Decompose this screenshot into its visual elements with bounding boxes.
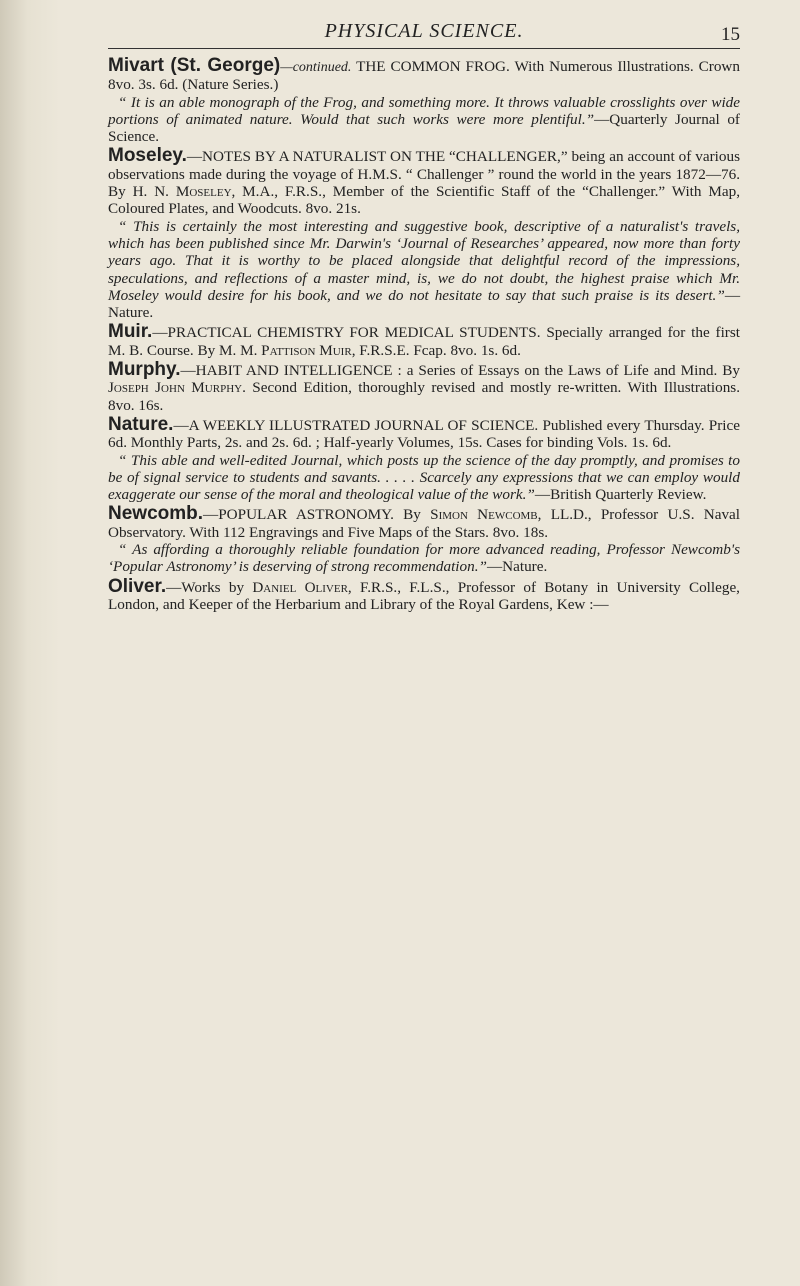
running-head: PHYSICAL SCIENCE. bbox=[324, 20, 524, 42]
entry-body: THE COMMON FROG. With Numerous Illustrations. Crown 8vo. 3s. 6d. (Nature Series.) bbox=[108, 58, 740, 94]
entry-author-name: M. M. Pattison Muir bbox=[218, 341, 352, 359]
entry-body-post: , F.R.S., F.L.S., Professor of Botany in University College, London, and Keeper of the Herbarium and Library of the Royal Gardens, Kew :— bbox=[108, 578, 740, 613]
entry-body-post: , LL.D., Professor U.S. Naval Observatory. With 112 Engravings and Five Maps of the Stars. 8vo. 18s. bbox=[108, 506, 741, 541]
entry-author: Murphy. bbox=[108, 359, 181, 381]
entry-review bbox=[108, 452, 740, 504]
entry-review bbox=[108, 218, 740, 322]
review-quote: “ This able and well-edited Journal, which posts up the science of the day promptly, and promises to be of signal service to students and savants. . . . . Scarcely any expressions that we can employ would exaggerate our sense of the moral and theological value of the work.” bbox=[108, 451, 740, 504]
entry-body-pre: —POPULAR ASTRONOMY. By bbox=[203, 506, 431, 524]
review-source: —Quarterly Journal of Science. bbox=[108, 110, 740, 146]
entry-review bbox=[108, 541, 740, 576]
entry-author-suffix: —continued. bbox=[280, 60, 352, 75]
entry-body-post: . Second Edition, thoroughly revised and mostly re-written. With Illustrations. 8vo. 16s. bbox=[108, 379, 740, 414]
review-quote: “ This is certainly the most interesting and suggestive book, descriptive of a naturalist's travels, which has been published since Mr. Darwin's ‘Journal of Researches’ appeared, now more than forty years ago. That it is worthy to be placed alongside that delightful record of the impressions, speculations, and reflections of a master mind, is, we do not doubt, the highest praise which Mr. Moseley would desire for his book, and we do not hesitate to say that such praise is its desert.” bbox=[108, 217, 740, 304]
entry-author: Nature. bbox=[108, 413, 174, 435]
catalog-entry-mivart bbox=[108, 57, 740, 145]
entry-body-post: , M.A., F.R.S., Member of the Scientific Staff of the “Challenger.” With Map, Coloured Plates, and Woodcuts. 8vo. 21s. bbox=[108, 183, 740, 218]
entry-author: Oliver. bbox=[108, 575, 167, 597]
review-quote: “ As affording a thoroughly reliable foundation for more advanced reading, Professor Newcomb's ‘Popular Astronomy’ is deserving of strong recommendation.” bbox=[108, 541, 740, 576]
entry-author: Mivart (St. George) bbox=[108, 55, 281, 76]
entry-author-name: Daniel Oliver bbox=[252, 578, 348, 596]
entry-body-pre: —NOTES BY A NATURALIST ON THE “CHALLENGER,” being an account of various observations made during the voyage of H.M.S. “ Challenger ” round the world in the years 1872—76. By bbox=[108, 148, 740, 201]
review-source: —British Quarterly Review. bbox=[534, 486, 707, 504]
entry-author-name: Simon Newcomb bbox=[430, 506, 538, 524]
page-number: 15 bbox=[721, 24, 740, 45]
entry-review bbox=[108, 94, 740, 146]
entry-author: Newcomb. bbox=[108, 503, 204, 525]
catalog-entry-newcomb bbox=[108, 505, 740, 575]
entry-author: Muir. bbox=[108, 321, 153, 343]
entry-author-name: Joseph John Murphy bbox=[108, 379, 243, 397]
entry-body-pre: —HABIT AND INTELLIGENCE : a Series of Essays on the Laws of Life and Mind. By bbox=[180, 362, 740, 380]
catalog-entry-moseley bbox=[108, 147, 740, 321]
entry-author: Moseley. bbox=[108, 145, 187, 167]
catalog-entry-oliver bbox=[108, 575, 740, 614]
review-source: —Nature. bbox=[108, 286, 740, 322]
catalog-entry-murphy bbox=[108, 361, 740, 414]
catalog-entry-muir bbox=[108, 323, 740, 359]
review-quote: “ It is an able monograph of the Frog, and something more. It throws valuable crosslights over wide portions of animated nature. Would that such works were more plentiful.” bbox=[108, 93, 740, 128]
entry-body-post: , F.R.S.E. Fcap. 8vo. 1s. 6d. bbox=[351, 341, 521, 359]
review-source: —Nature. bbox=[486, 558, 548, 576]
entry-body-pre: —PRACTICAL CHEMISTRY FOR MEDICAL STUDENTS. Specially arranged for the first M. B. Course. By bbox=[108, 324, 740, 359]
catalog-entry-nature bbox=[108, 413, 740, 504]
entry-body: —A WEEKLY ILLUSTRATED JOURNAL OF SCIENCE. Published every Thursday. Price 6d. Monthly Parts, 2s. and 2s. 6d. ; Half-yearly Volumes, 15s. Cases for binding Vols. 1s. 6d. bbox=[108, 416, 740, 452]
entry-body-pre: —Works by bbox=[166, 578, 253, 596]
entry-author-name: H. N. Moseley bbox=[132, 183, 232, 201]
page-header bbox=[108, 14, 740, 49]
